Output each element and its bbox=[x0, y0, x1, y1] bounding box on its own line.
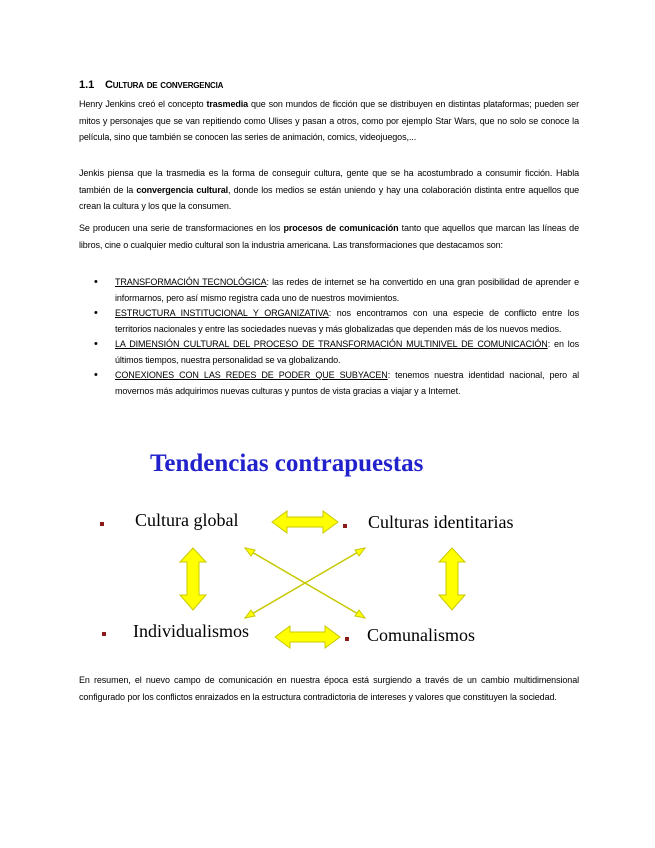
p2-text-c: , donde los medios se están uniendo y hay una colaboración distinta entre aquellos que crean la cultura y los que la consumen. bbox=[79, 184, 579, 211]
list-item-title: TRANSFORMACIÓN TECNOLÓGICA bbox=[115, 277, 267, 287]
label-comunalismos: Comunalismos bbox=[367, 625, 476, 645]
label-individualismos: Individualismos bbox=[133, 621, 249, 641]
paragraph-transformaciones bbox=[79, 220, 579, 253]
list-item bbox=[79, 337, 579, 368]
p3-bold-term: procesos de comunicación bbox=[283, 223, 399, 233]
bullet-icon bbox=[100, 522, 104, 526]
right-double-arrow bbox=[439, 548, 465, 610]
bullet-icon: • bbox=[94, 307, 98, 319]
list-item-title: CONEXIONES CON LAS REDES DE PODER QUE SUBYACEN bbox=[115, 370, 388, 380]
p1-bold-term: trasmedia bbox=[206, 99, 249, 109]
tendencias-diagram bbox=[95, 440, 515, 660]
paragraph-resumen: En resumen, el nuevo campo de comunicación en nuestra época está surgiendo a través de un cambio multidimensional configurado por los conflictos enraizados en la estructura contradictoria de intereses y valores que constituyen la sociedad. bbox=[79, 675, 579, 702]
bullet-icon bbox=[343, 524, 347, 528]
p3-text-c: tanto que aquellos que marcan las líneas de libros, cine o cualquier medio cultural son la industria americana. Las transformaciones que destacamos son: bbox=[79, 223, 579, 250]
list-item-title: ESTRUCTURA INSTITUCIONAL Y ORGANIZATIVA bbox=[115, 308, 329, 318]
list-item bbox=[79, 275, 579, 306]
p2-bold-term: convergencia cultural bbox=[136, 184, 229, 195]
label-culturas-identitarias: Culturas identitarias bbox=[368, 512, 514, 532]
p1-text-a: Henry Jenkins creó el concepto bbox=[79, 99, 207, 109]
paragraph-jenkins bbox=[79, 96, 579, 146]
p3-text-a: Se producen una serie de transformaciones en los bbox=[79, 223, 284, 233]
section-heading bbox=[79, 79, 223, 91]
list-item-text: : en los últimos tiempos, nuestra personalidad se va globalizando. bbox=[115, 339, 579, 365]
p1-text-c: que son mundos de ficción que se distribuyen en distintas plataformas; pueden ser mitos y personajes que se van repitiendo como Ulises y pasan a otros, como por ejemplo Star Wars, que no solo se conoce la película, sino que también se conocen las series de animación, comics, videojuegos,... bbox=[79, 99, 579, 142]
bottom-double-arrow bbox=[275, 626, 340, 648]
list-item-text: : nos encontramos con una especie de conflicto entre los territorios nacionales y entre las sociedades nuevas y más globalizadas que dependen más de los nuevos medios. bbox=[115, 308, 579, 334]
left-double-arrow bbox=[180, 548, 206, 610]
bullet-icon bbox=[345, 637, 349, 641]
diagram-title: Tendencias contrapuestas bbox=[150, 450, 424, 477]
label-cultura-global: Cultura global bbox=[135, 510, 239, 530]
bullet-icon bbox=[102, 632, 106, 636]
list-item bbox=[79, 368, 579, 399]
p2-text-a: Jenkis piensa que la trasmedia es la forma de conseguir cultura, gente que se ha acostumbrado a consumir ficción. Habla también de la bbox=[79, 168, 579, 195]
arrowhead bbox=[355, 610, 365, 618]
arrowhead bbox=[245, 610, 255, 618]
transformations-list bbox=[79, 275, 579, 399]
list-item-text: : tenemos nuestra identidad nacional, pero al movernos más adquirimos nuevas culturas y puntos de vista gracias a viajar y a Internet. bbox=[115, 370, 579, 396]
bullet-icon: • bbox=[94, 369, 98, 381]
section-number: 1.1 bbox=[79, 79, 95, 91]
list-item-text: : las redes de internet se ha convertido en una gran posibilidad de aprender e informarnos, pero así mismo registra cada uno de nuestros movimientos. bbox=[115, 277, 579, 303]
arrowhead bbox=[245, 548, 255, 556]
bullet-icon: • bbox=[94, 276, 98, 288]
list-item bbox=[79, 306, 579, 337]
list-item-title: LA DIMENSIÓN CULTURAL DEL PROCESO DE TRANSFORMACIÓN MULTINIVEL DE COMUNICACIÓN bbox=[115, 339, 548, 349]
arrowhead bbox=[355, 548, 365, 556]
top-double-arrow bbox=[272, 511, 338, 533]
section-title: Cultura de convergencia bbox=[105, 79, 224, 91]
bullet-icon: • bbox=[94, 338, 98, 350]
paragraph-trasmedia bbox=[79, 165, 579, 215]
